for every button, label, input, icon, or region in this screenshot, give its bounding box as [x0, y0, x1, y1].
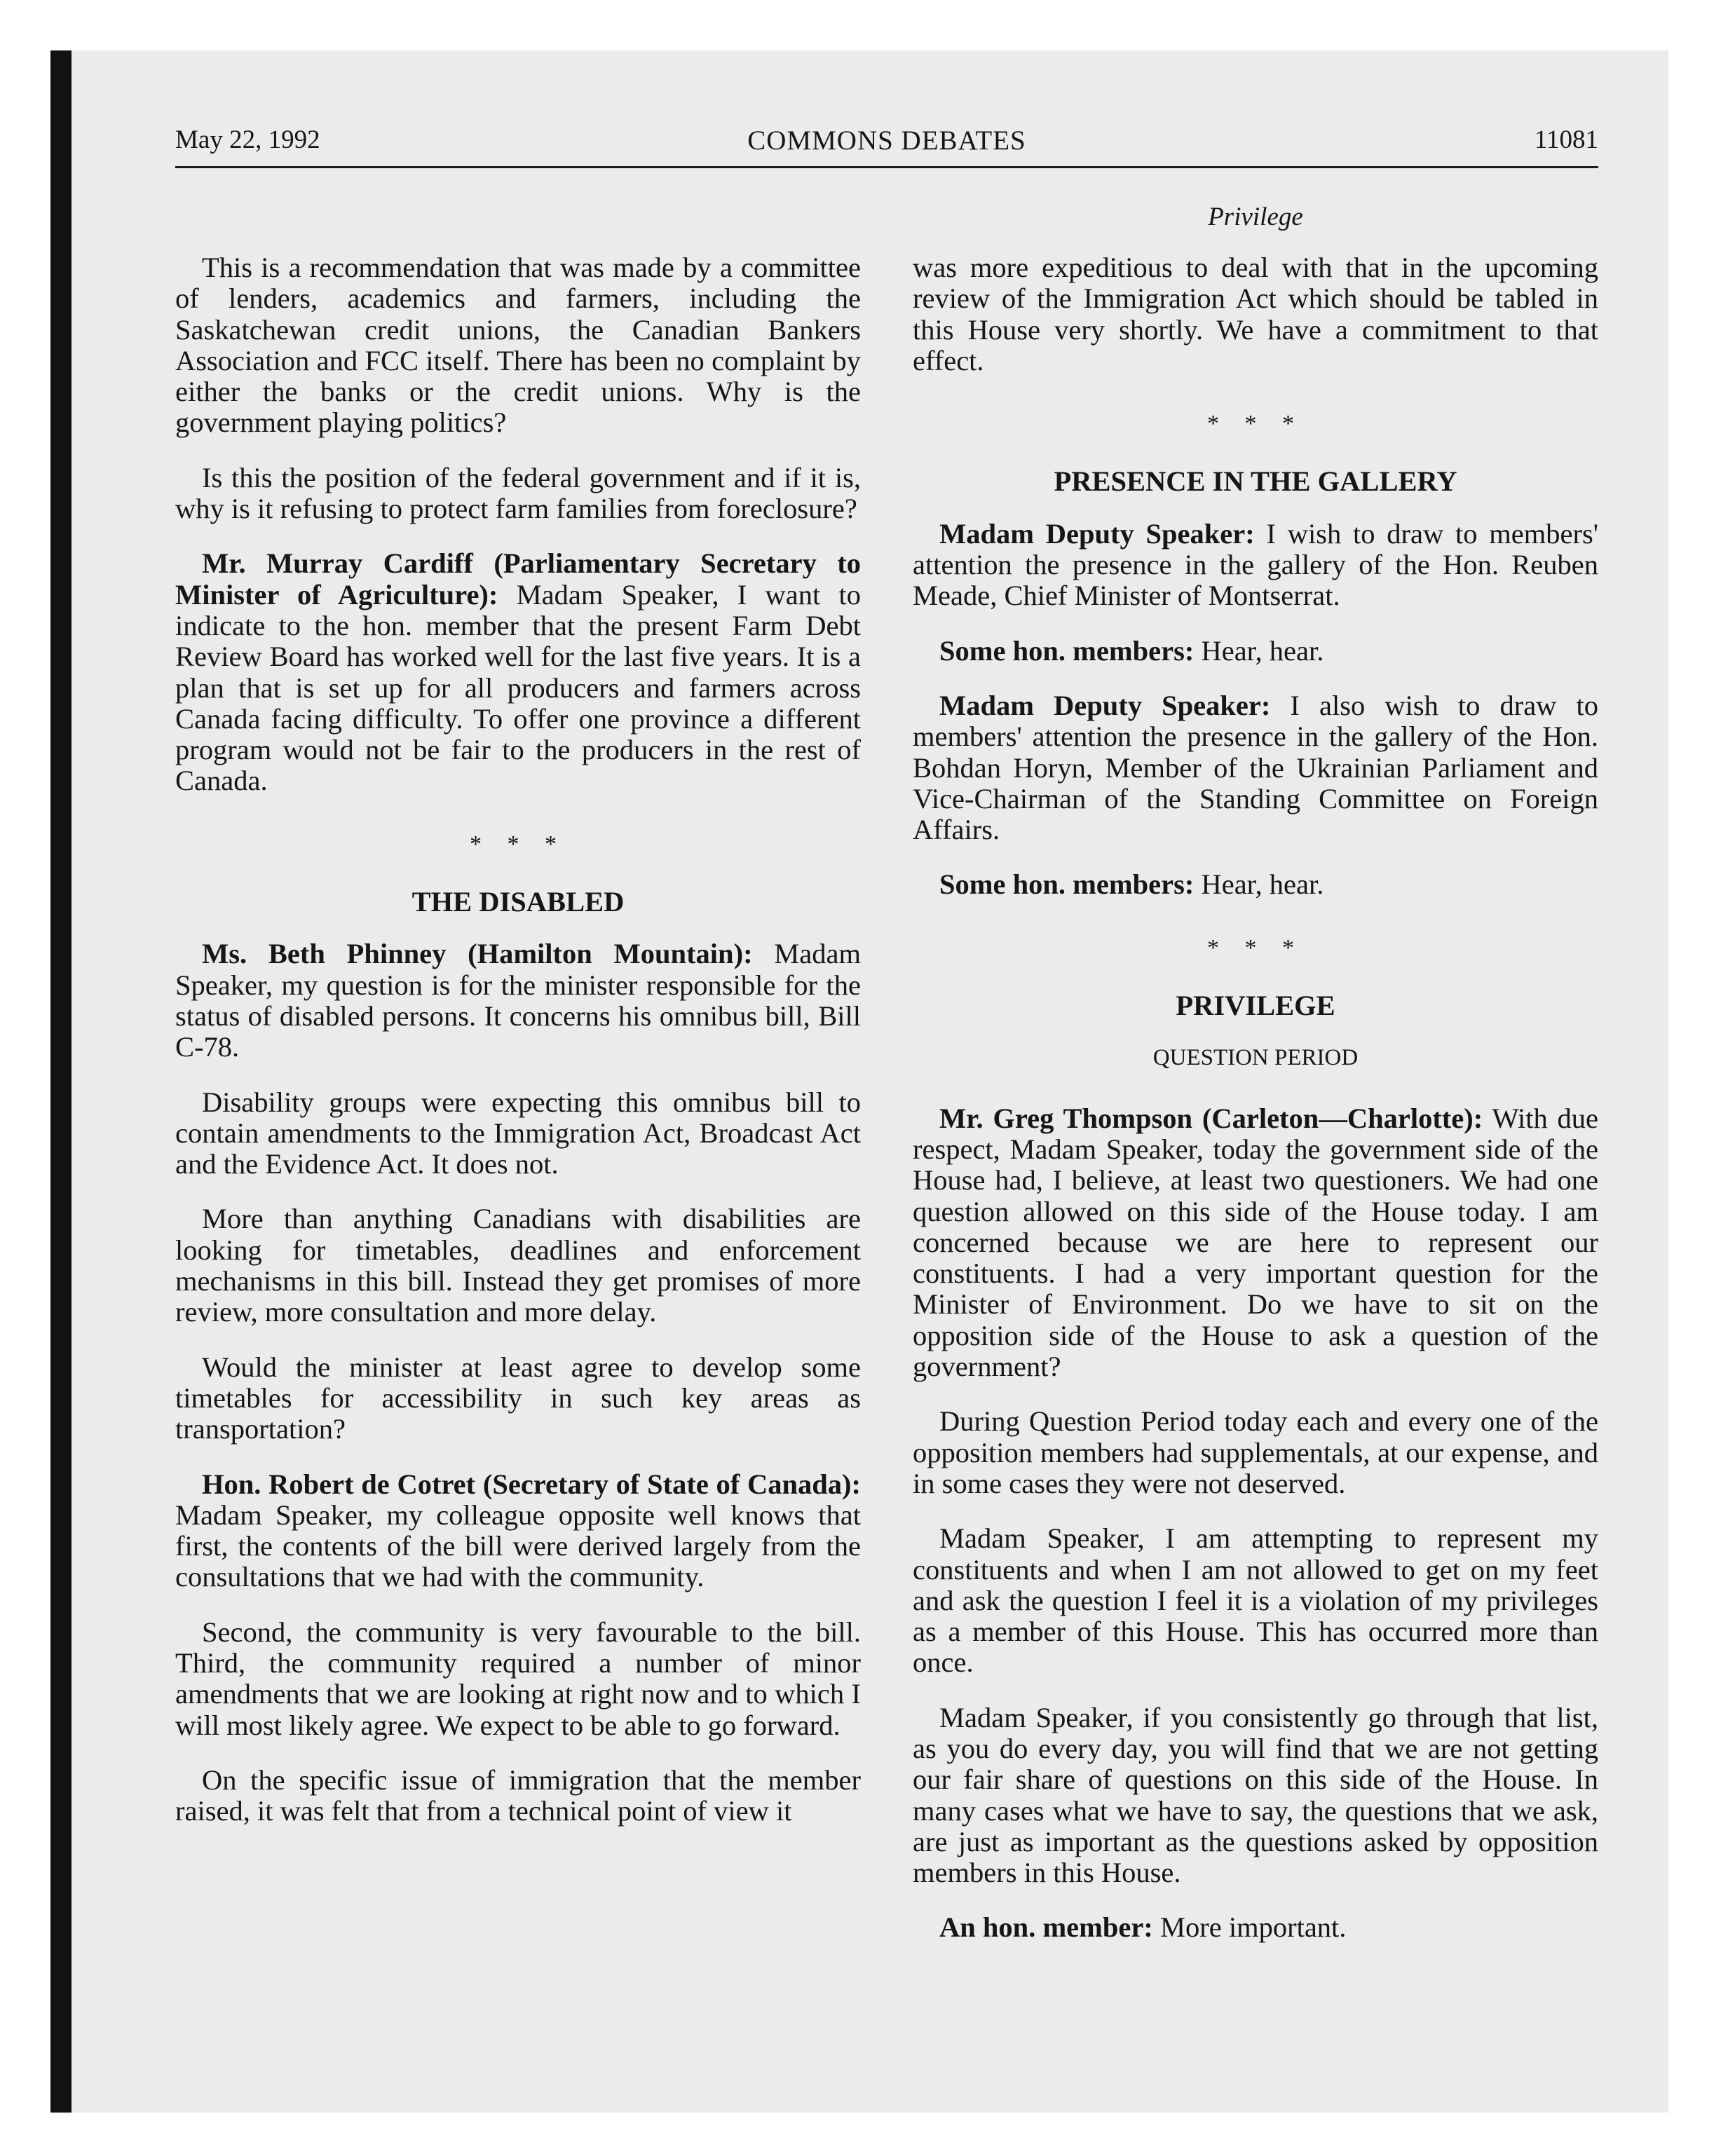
speech-paragraph: [175, 939, 861, 1063]
section-subheading: QUESTION PERIOD: [1152, 1045, 1359, 1071]
speaker-name: Some hon. members:: [939, 868, 1195, 901]
section-separator: * * *: [1207, 411, 1304, 437]
left-column: [175, 252, 861, 1850]
section-heading: THE DISABLED: [411, 886, 625, 918]
speech-text: Madam Speaker, my question is for the minister responsible for the status of disabled persons. It concerns his omnibus bill, Bill C-78.: [175, 938, 862, 1063]
speech-paragraph: [913, 869, 1598, 900]
speech-text: Hear, hear.: [1201, 868, 1324, 901]
speech-text: Madam Speaker, my colleague opposite well knows that first, the contents of the bill were derived largely from the consultations that we had with the community.: [175, 1499, 861, 1593]
paragraph: This is a recommendation that was made by a committee of lenders, academics and farmers, including the Saskatchewan credit unions, the Canadian Bankers Association and FCC itself. There has been no complaint by either the banks or the credit unions. Why is the government playing politics?: [175, 252, 861, 439]
header-date: May 22, 1992: [175, 125, 320, 154]
speech-paragraph: [913, 1103, 1598, 1383]
paragraph: Second, the community is very favourable to the bill. Third, the community required a number of minor amendments that we are looking at right now and to which I will most likely agree. We expect to be able to go forward.: [175, 1616, 861, 1741]
section-separator: * * *: [1207, 934, 1304, 961]
section-heading: PRESENCE IN THE GALLERY: [1054, 465, 1457, 498]
section-separator: * * *: [470, 831, 566, 857]
speech-paragraph: [175, 548, 861, 796]
paragraph: Disability groups were expecting this omnibus bill to contain amendments to the Immigration Act, Broadcast Act and the Evidence Act. It does not.: [175, 1086, 861, 1180]
speech-text: Madam Speaker, I want to indicate to the hon. member that the present Farm Debt Review Board has worked well for the last five years. It is a plan that is set up for all producers and farmers across Canada facing difficulty. To offer one province a different program would not be fair to the producers in the rest of Canada.: [175, 578, 862, 797]
paragraph: On the specific issue of immigration that the member raised, it was felt that from a technical point of view it: [175, 1763, 861, 1827]
paragraph: More than anything Canadians with disabilities are looking for timetables, deadlines and enforcement mechanisms in this bill. Instead they get promises of more review, more consultation and more delay.: [175, 1203, 861, 1328]
speech-paragraph: [913, 636, 1598, 667]
paragraph: Madam Speaker, I am attempting to represent my constituents and when I am not allowed to get on my feet and ask the question I feel it is a violation of my privileges as a member of this House. This has occurred more than once.: [913, 1522, 1598, 1679]
speaker-name: Hon. Robert de Cotret (Secretary of State of Canada):: [202, 1468, 861, 1500]
speech-text: More important.: [1159, 1911, 1347, 1944]
paragraph: During Question Period today each and every one of the opposition members had supplementals, at our expense, and in some cases they were not deserved.: [913, 1405, 1598, 1499]
page-header: [175, 119, 1598, 168]
speaker-name: Some hon. members:: [939, 634, 1195, 667]
speech-paragraph: [175, 1469, 861, 1593]
speech-text: Hear, hear.: [1201, 634, 1324, 667]
speech-paragraph: [913, 1912, 1598, 1943]
speech-paragraph: [913, 519, 1598, 612]
paragraph-continued: was more expeditious to deal with that in the upcoming review of the Immigration Act which should be tabled in this House very shortly. We have a commitment to that effect.: [913, 252, 1598, 376]
speech-paragraph: [913, 690, 1598, 845]
speaker-name: Mr. Murray Cardiff (Parliamentary Secretary to Minister of Agriculture):: [175, 547, 861, 610]
speaker-name: Madam Deputy Speaker:: [939, 689, 1271, 721]
right-column: [913, 252, 1598, 1967]
paragraph: Madam Speaker, if you consistently go through that list, as you do every day, you will find that we are not getting our fair share of questions on this side of the House. In many cases what we have to say, the questions that we ask, are just as important as the questions asked by opposition members in this House.: [913, 1701, 1598, 1889]
speaker-name: Mr. Greg Thompson (Carleton—Charlotte):: [939, 1102, 1483, 1134]
paragraph: Is this the position of the federal government and if it is, why is it refusing to protect farm families from foreclosure?: [175, 461, 861, 525]
header-page-number: 11081: [1534, 125, 1598, 154]
header-rule: [175, 166, 1598, 168]
speaker-name: Ms. Beth Phinney (Hamilton Mountain):: [202, 938, 753, 970]
speech-text: I wish to draw to members' attention the presence in the gallery of the Hon. Reuben Meade, Chief Minister of Montserrat.: [913, 517, 1599, 612]
paragraph: Would the minister at least agree to develop some timetables for accessibility in such key areas as transportation?: [175, 1351, 861, 1445]
header-journal-title: COMMONS DEBATES: [747, 125, 1026, 156]
speech-text: I also wish to draw to members' attention the presence in the gallery of the Hon. Bohdan Horyn, Member of the Ukrainian Parliament and Vice-Chairman of the Standing Committee on Foreign Affairs.: [913, 689, 1599, 846]
speaker-name: Madam Deputy Speaker:: [939, 517, 1255, 550]
speech-text: With due respect, Madam Speaker, today the government side of the House had, I believe, at least two questioners. We had one question allowed on this side of the House today. I am concerned because we are here to represent our constituents. I had a very important question for the Minister of Environment. Do we have to sit on the opposition side of the House to ask a question of the government?: [913, 1102, 1598, 1383]
speaker-name: An hon. member:: [939, 1911, 1153, 1944]
running-head: Privilege: [1208, 203, 1303, 231]
section-heading: PRIVILEGE: [1176, 990, 1335, 1022]
binding-edge: [50, 50, 72, 2113]
